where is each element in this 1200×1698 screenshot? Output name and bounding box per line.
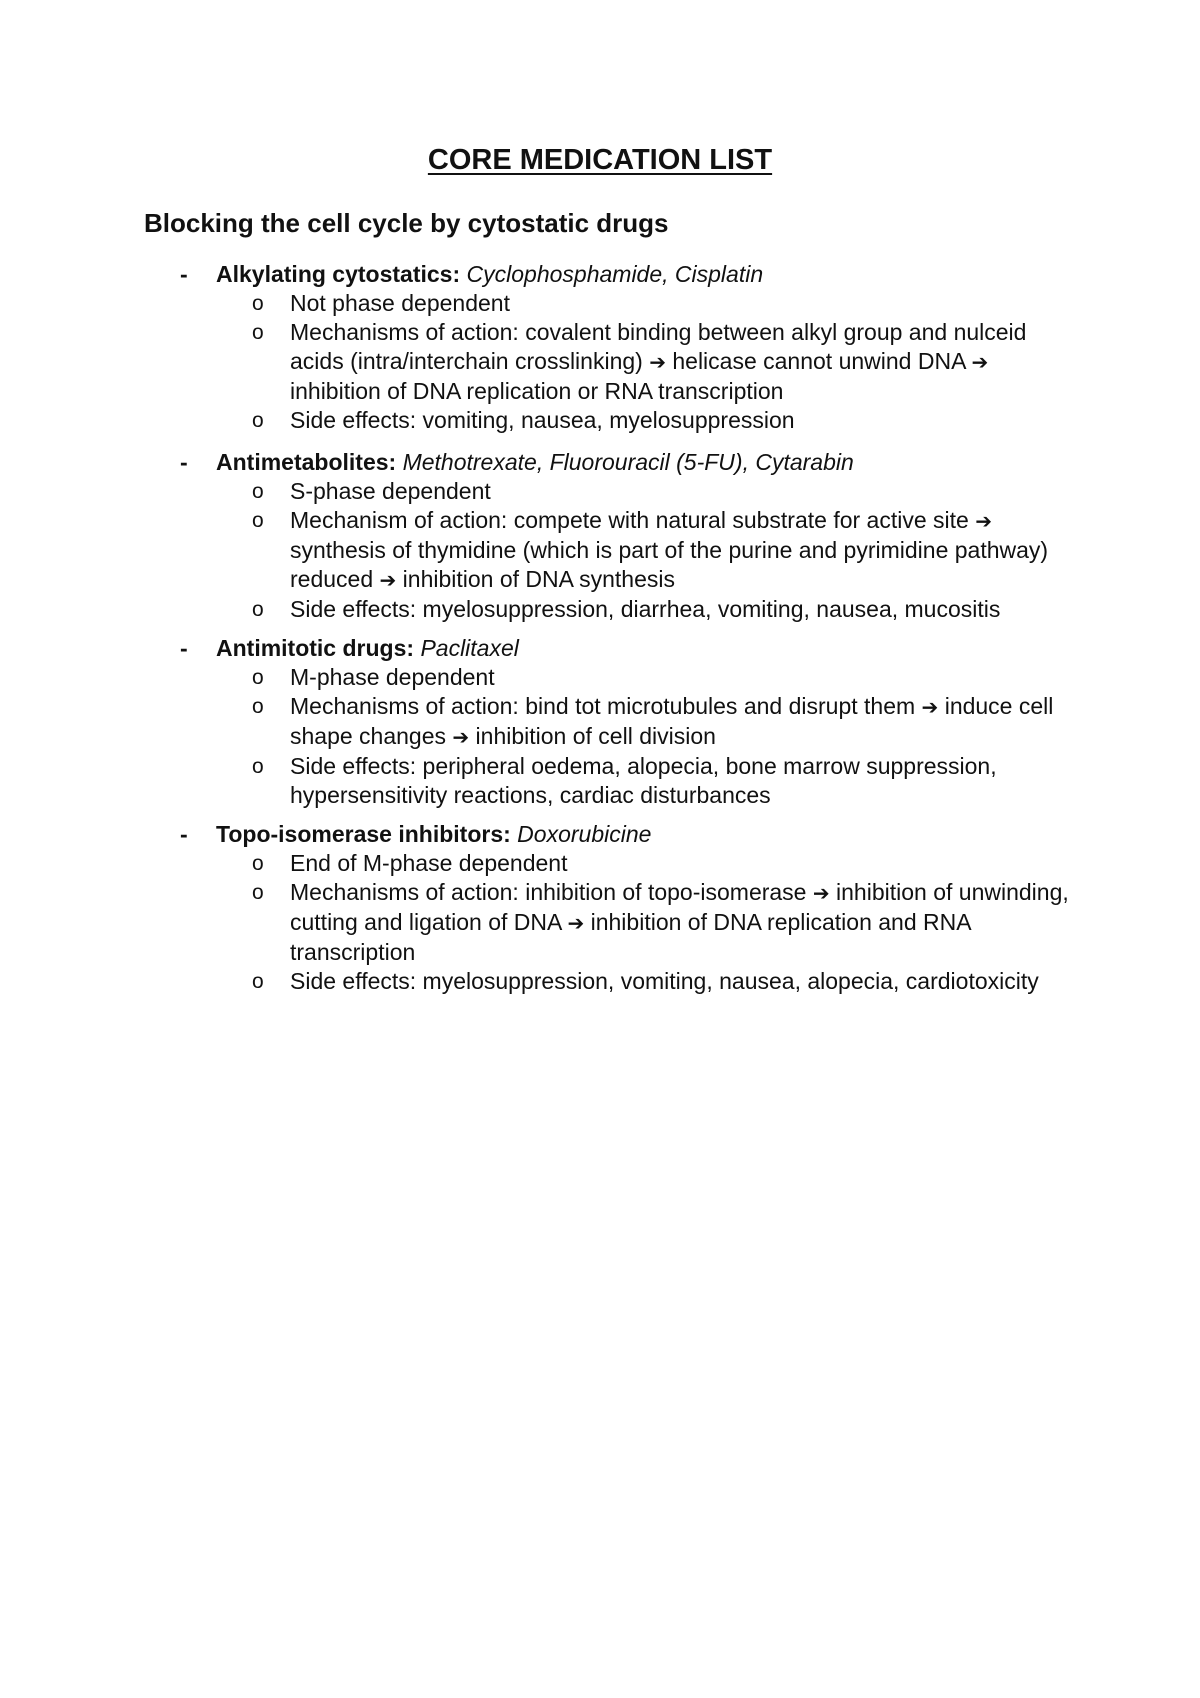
drug-class-name: Topo-isomerase inhibitors:: [216, 821, 511, 847]
drug-detail-list: [0, 289, 1200, 435]
drug-detail-list: [0, 849, 1200, 996]
drug-detail-text: [290, 692, 1080, 752]
drug-detail-item: [0, 692, 1200, 752]
drug-detail-item: [0, 406, 1200, 435]
detail-text-segment: inhibition of DNA synthesis: [396, 566, 675, 592]
drug-detail-item: [0, 289, 1200, 318]
drug-names: Cyclophosphamide, Cisplatin: [466, 261, 764, 287]
detail-text-segment: End of M-phase dependent: [290, 850, 568, 876]
drug-detail-text: [290, 477, 1080, 506]
drug-detail-item: [0, 878, 1200, 967]
detail-text-segment: inhibition of DNA replication or RNA transcription: [290, 378, 784, 404]
right-arrow-icon: ➔: [452, 725, 470, 749]
drug-detail-item: [0, 967, 1200, 996]
sub-bullet: o: [252, 755, 264, 778]
drug-class-line: [216, 260, 763, 289]
drug-detail-list: [0, 663, 1200, 810]
detail-text-segment: Mechanisms of action: covalent binding between alkyl group and nulceid acids (intra/interchain crosslinking): [290, 319, 1027, 374]
sub-bullet: o: [252, 666, 264, 689]
sub-bullet: o: [252, 409, 264, 432]
sub-bullet: o: [252, 695, 264, 718]
drug-class-line: [216, 820, 651, 849]
drug-detail-item: [0, 595, 1200, 624]
drug-class-name: Alkylating cytostatics:: [216, 261, 461, 287]
right-arrow-icon: ➔: [812, 881, 830, 905]
drug-names: Paclitaxel: [420, 635, 519, 661]
sub-bullet: o: [252, 480, 264, 503]
right-arrow-icon: ➔: [379, 568, 397, 592]
drug-detail-item: [0, 663, 1200, 692]
detail-text-segment: inhibition of unwinding, cutting and ligation of DNA: [290, 879, 1069, 935]
drug-detail-text: [290, 506, 1080, 595]
document-title: CORE MEDICATION LIST: [427, 144, 773, 176]
detail-text-segment: synthesis of thymidine (which is part of the purine and pyrimidine pathway) reduced: [290, 537, 1049, 592]
sub-bullet: o: [252, 292, 264, 315]
detail-text-segment: Mechanisms of action: bind tot microtubules and disrupt them: [290, 693, 916, 719]
dash-bullet: -: [180, 261, 188, 287]
drug-detail-item: [0, 477, 1200, 506]
dash-bullet: -: [180, 821, 188, 847]
drug-detail-text: [290, 752, 1080, 810]
drug-class-name: Antimitotic drugs:: [216, 635, 415, 661]
dash-bullet: -: [180, 449, 188, 475]
detail-text-segment: M-phase dependent: [290, 664, 495, 690]
section-heading: Blocking the cell cycle by cytostatic drugs: [144, 208, 669, 238]
detail-text-segment: Mechanisms of action: inhibition of topo-isomerase: [290, 879, 807, 905]
detail-text-segment: Side effects: myelosuppression, diarrhea, vomiting, nausea, mucositis: [290, 596, 1001, 622]
drug-detail-text: [290, 318, 1080, 406]
drug-class-line: [216, 448, 854, 477]
drug-detail-list: [0, 477, 1200, 624]
drug-names: Doxorubicine: [517, 821, 652, 847]
drug-detail-text: [290, 595, 1080, 624]
sub-bullet: o: [252, 321, 264, 344]
detail-text-segment: induce cell shape changes: [290, 693, 1054, 749]
detail-text-segment: Not phase dependent: [290, 290, 510, 316]
right-arrow-icon: ➔: [567, 911, 585, 935]
detail-text-segment: Mechanism of action: compete with natural substrate for active site: [290, 507, 969, 533]
detail-text-segment: Side effects: vomiting, nausea, myelosuppression: [290, 407, 795, 433]
right-arrow-icon: ➔: [975, 509, 992, 533]
detail-text-segment: Side effects: peripheral oedema, alopecia, bone marrow suppression, hypersensitivity reactions, cardiac disturbances: [290, 753, 997, 808]
right-arrow-icon: ➔: [921, 695, 939, 719]
right-arrow-icon: ➔: [649, 350, 666, 374]
drug-names: Methotrexate, Fluorouracil (5-FU), Cytarabin: [402, 449, 854, 475]
dash-bullet: -: [180, 635, 188, 661]
detail-text-segment: inhibition of cell division: [469, 723, 716, 749]
drug-detail-text: [290, 878, 1080, 967]
detail-text-segment: S-phase dependent: [290, 478, 491, 504]
drug-detail-text: [290, 289, 1080, 318]
drug-detail-text: [290, 663, 1080, 692]
drug-class-line: [216, 634, 519, 663]
drug-detail-item: [0, 849, 1200, 878]
drug-detail-item: [0, 752, 1200, 810]
detail-text-segment: inhibition of DNA replication and RNA transcription: [290, 909, 971, 965]
drug-detail-text: [290, 967, 1080, 996]
drug-detail-item: [0, 506, 1200, 595]
drug-detail-text: [290, 406, 1080, 435]
drug-detail-text: [290, 849, 1080, 878]
drug-detail-item: [0, 318, 1200, 406]
detail-text-segment: Side effects: myelosuppression, vomiting, nausea, alopecia, cardiotoxicity: [290, 968, 1039, 994]
drug-class-name: Antimetabolites:: [216, 449, 397, 475]
sub-bullet: o: [252, 852, 264, 875]
sub-bullet: o: [252, 970, 264, 993]
detail-text-segment: helicase cannot unwind DNA: [665, 348, 966, 374]
sub-bullet: o: [252, 509, 264, 532]
sub-bullet: o: [252, 598, 264, 621]
sub-bullet: o: [252, 881, 264, 904]
right-arrow-icon: ➔: [971, 350, 989, 374]
